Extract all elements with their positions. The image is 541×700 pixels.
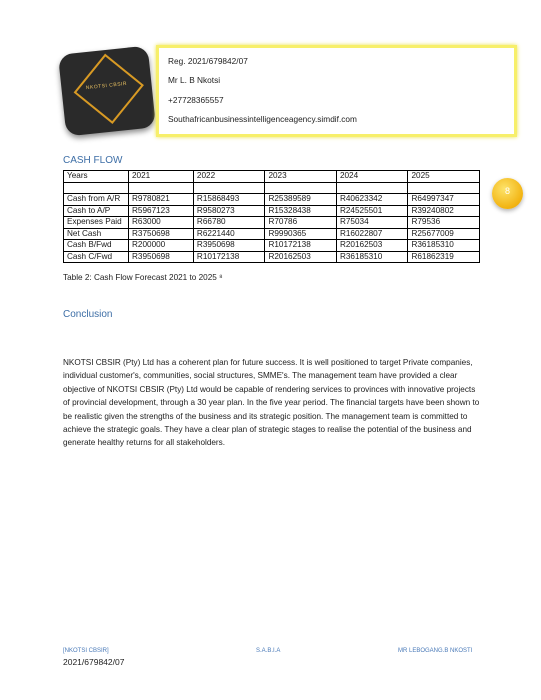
table-cell: R5967123 [129,205,194,217]
table-row [64,194,480,206]
table-cell: R15328438 [265,205,337,217]
table-cell: R10172138 [193,251,265,263]
conclusion-heading: Conclusion [63,309,113,320]
footer-company: [NKOTSI CBSIR] [63,648,109,654]
table-cell: R66780 [193,217,265,229]
table-cell [64,182,129,194]
table-row [64,182,480,194]
footer-registration: 2021/679842/07 [63,657,125,667]
column-header: 2021 [129,171,194,183]
table-cell: R9990365 [265,228,337,240]
cash-flow-heading: CASH FLOW [63,155,123,166]
table-cell: Cash B/Fwd [64,240,129,252]
table-cell: Cash C/Fwd [64,251,129,263]
table-cell: R3950698 [193,240,265,252]
table-cell: R10172138 [265,240,337,252]
column-header: 2022 [193,171,265,183]
table-cell: R20162503 [265,251,337,263]
table-header-row [64,171,480,183]
table-cell: R3950698 [129,251,194,263]
table-cell [193,182,265,194]
table-cell: R39240802 [408,205,480,217]
table-cell: Net Cash [64,228,129,240]
footer-author: MR LEBOGANG.B NKOSTI [398,648,473,654]
column-header: 2024 [336,171,408,183]
table-cell: R24525501 [336,205,408,217]
table-cell: R6221440 [193,228,265,240]
table-cell [408,182,480,194]
cash-flow-table [63,170,480,263]
contact-phone: +27728365557 [168,95,224,105]
table-cell: R61862319 [408,251,480,263]
table-cell: R9780821 [129,194,194,206]
column-header: Years [64,171,129,183]
table-cell: R40623342 [336,194,408,206]
conclusion-paragraph: NKOTSI CBSIR (Pty) Ltd has a coherent plan for future success. It is well positioned to target Private companies, individual customer's, communities, social structures, SMME's. The management team have provided a clear objective of NKOTSI CBSIR (Pty) Ltd would be capable of rendering services to provinces with innovative projects of provincial development, through a 30 year plan. In the five year period. The financial targets have been shown to be realistic given the strengths of the business and its strategic position. The management team is committed to achieve the strategic goals. They have a clear plan of strategic stages to realise the potential of the business and generate healthy returns for all stakeholders. [63,358,480,448]
table-cell: Cash to A/P [64,205,129,217]
registration-number: Reg. 2021/679842/07 [168,56,248,66]
table-cell: R64997347 [408,194,480,206]
table-cell: R15868493 [193,194,265,206]
contact-name: Mr L. B Nkotsi [168,75,221,85]
table-cell: R9580273 [193,205,265,217]
column-header: 2025 [408,171,480,183]
table-cell: R20162503 [336,240,408,252]
table-cell [265,182,337,194]
table-row [64,251,480,263]
table-cell: R3750698 [129,228,194,240]
table-cell: R75034 [336,217,408,229]
contact-info-box [156,45,517,137]
table-cell: R25389589 [265,194,337,206]
table-cell: Cash from A/R [64,194,129,206]
table-cell: R70786 [265,217,337,229]
contact-website: Southafricanbusinessintelligenceagency.simdif.com [168,114,357,124]
table-cell: R16022807 [336,228,408,240]
table-row [64,217,480,229]
table-cell: R36185310 [336,251,408,263]
table-cell: R63000 [129,217,194,229]
table-row [64,205,480,217]
table-cell: R36185310 [408,240,480,252]
table-caption: Table 2: Cash Flow Forecast 2021 to 2025 ⁸ [63,273,223,282]
logo-text: NKOTSI CBSIR [85,80,128,92]
table-row [64,228,480,240]
table-cell: Expenses Paid [64,217,129,229]
column-header: 2023 [265,171,337,183]
table-row [64,240,480,252]
company-logo [58,46,156,137]
table-cell [129,182,194,194]
table-cell [336,182,408,194]
table-cell: R25677009 [408,228,480,240]
page-number-badge: 8 [492,178,523,209]
table-cell: R79536 [408,217,480,229]
table-cell: R200000 [129,240,194,252]
footer-center: S.A.B.I.A [256,648,281,654]
